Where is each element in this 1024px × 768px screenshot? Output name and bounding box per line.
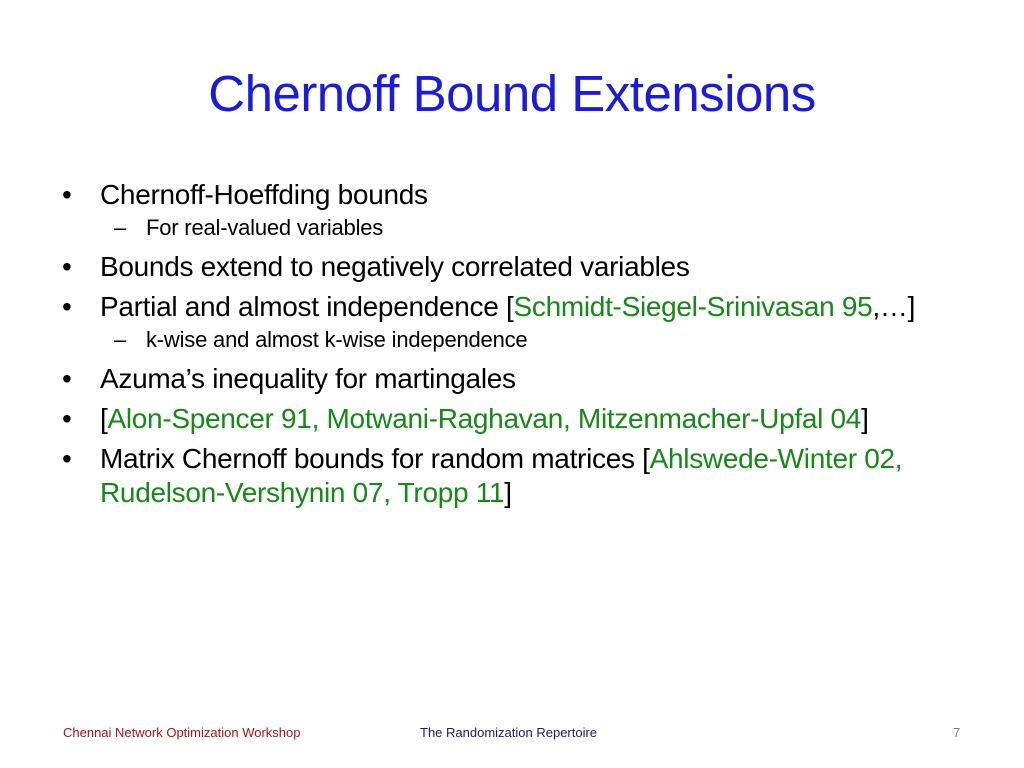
bullet-text: ]	[861, 403, 869, 434]
dash-icon: –	[114, 327, 127, 352]
footer-left: Chennai Network Optimization Workshop	[63, 725, 301, 740]
sub-bullet-text: k-wise and almost k-wise independence	[146, 327, 528, 352]
sub-bullet-item	[60, 214, 980, 242]
sub-bullet-item	[60, 326, 980, 354]
citation: Alon-Spencer 91, Motwani-Raghavan, Mitzenmacher-Upfal 04	[107, 403, 862, 434]
sub-bullet-text: For real-valued variables	[146, 215, 384, 240]
bullet-item	[60, 250, 980, 284]
footer-center: The Randomization Repertoire	[420, 725, 598, 740]
citation: Schmidt-Siegel-Srinivasan 95	[513, 291, 873, 322]
bullet-list	[60, 178, 980, 516]
bullet-item	[60, 362, 980, 396]
bullet-icon: •	[62, 443, 72, 474]
page-number: 7	[953, 725, 961, 740]
bullet-item	[60, 290, 980, 324]
bullet-item	[60, 178, 980, 212]
bullet-icon: •	[62, 179, 72, 210]
bullet-item	[60, 442, 980, 510]
bullet-text: Chernoff-Hoeffding bounds	[100, 179, 428, 210]
dash-icon: –	[114, 215, 127, 240]
bullet-icon: •	[62, 403, 72, 434]
bullet-text: ,…]	[872, 291, 916, 322]
bullet-text: [	[100, 403, 108, 434]
bullet-icon: •	[62, 251, 72, 282]
bullet-icon: •	[62, 291, 72, 322]
bullet-text: ]	[504, 477, 512, 508]
citation: Ahlswede-Winter 02, Rudelson-Vershynin 07, Tropp 11	[100, 443, 903, 508]
bullet-icon: •	[62, 363, 72, 394]
slide-title: Chernoff Bound Extensions	[208, 65, 816, 122]
bullet-text: Bounds extend to negatively correlated variables	[100, 251, 690, 282]
bullet-text: Matrix Chernoff bounds for random matrices [	[100, 443, 650, 474]
bullet-text: Azuma’s inequality for martingales	[100, 363, 516, 394]
bullet-item	[60, 402, 980, 436]
bullet-text: Partial and almost independence [	[100, 291, 514, 322]
